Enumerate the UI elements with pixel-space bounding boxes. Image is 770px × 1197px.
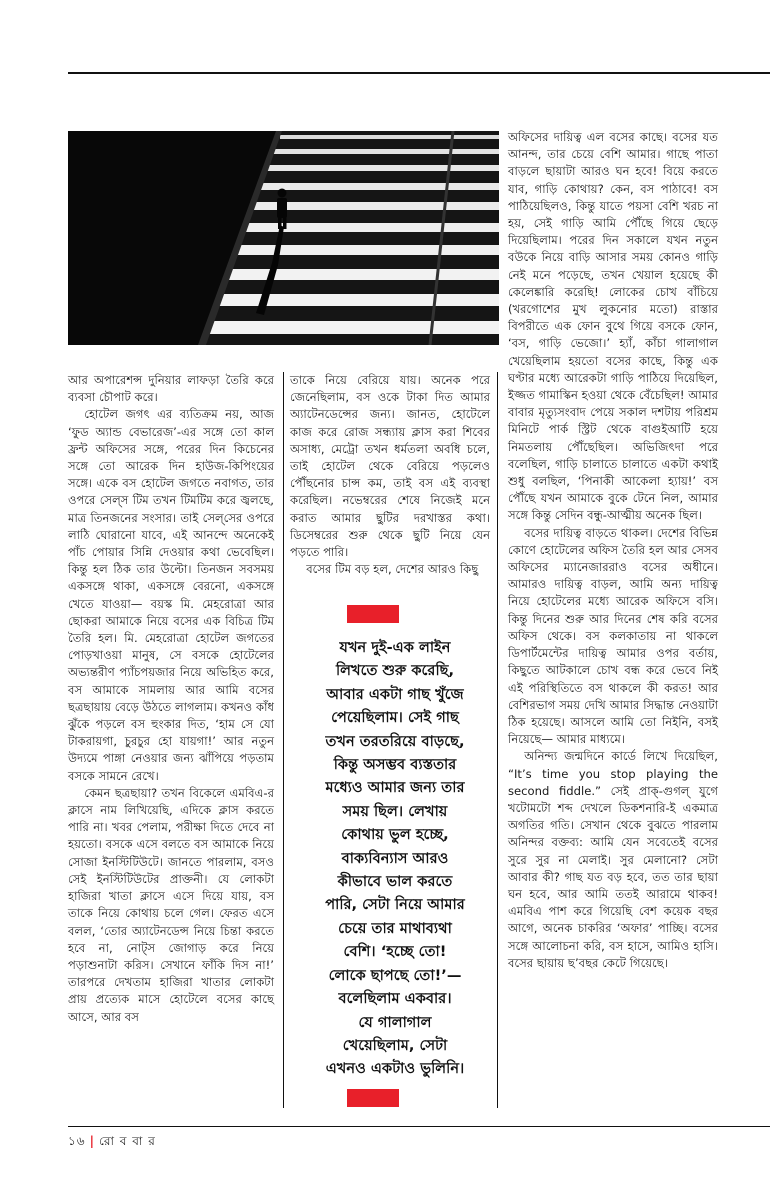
column-right <box>508 129 718 972</box>
pullquote-line: পারি, সেটা নিয়ে আমার <box>325 896 465 914</box>
pullquote-line: পেয়েছিলাম। সেই গাছ <box>331 709 459 727</box>
page-footer <box>68 1133 156 1153</box>
paragraph: অনিন্দ্য জন্মদিনে কার্ডে লিখে দিয়েছিল, “It’s time you stop playing the second fiddle.” সেই প্রাক্‌-গুগল্‌ যুগে খটোমটো শব্দ দেখলে ডিকশনারি-ই একমাত্র অগতির গতি। সেখান থেকে বুঝতে পারলাম অনিন্দর বক্তব্য: আমি যেন সবেতেই বসের সুরে সুর না মেলাই। সুর মেলানো? সেটা আবার কী? গাছ যত বড় হবে, তত তার ছায়া ঘন হবে, আর আমি ততই আরামে থাকব! এমবিএ পাশ করে গিয়েছি বেশ কয়েক বছর আগে, অনেক চাকরির ‘অফার’ পাচ্ছি। বসের সঙ্গে আলোচনা করি, বস হাসে, আমিও হাসি। বসের ছায়ায় ছ’বছর কেটে গিয়েছে। <box>508 749 718 970</box>
column-divider <box>497 372 498 1108</box>
pullquote-line: খেয়েছিলাম, সেটা <box>342 1036 448 1054</box>
pullquote-top-bar <box>347 605 399 623</box>
staircase-photo <box>68 131 499 345</box>
pullquote-line: মধ্যেও আমার জন্য তার <box>325 779 465 797</box>
pullquote-line: লিখতে শুরু করেছি, <box>335 662 455 680</box>
paragraph: বসের টিম বড় হল, দেশের আরও কিছু <box>306 562 479 577</box>
paragraph: আর অপারেশন্স দুনিয়ার লাফড়া তৈরি করে ব্যবসা চৌপাট করে। <box>68 373 274 405</box>
footer-separator: | <box>89 1134 95 1148</box>
article-photo <box>68 131 499 345</box>
pullquote <box>300 636 490 1081</box>
pullquote-line: সময় ছিল। লেখায় <box>342 802 448 820</box>
pullquote-line: কীভাবে ভাল করতে <box>337 873 453 891</box>
column-divider <box>283 372 284 1108</box>
paragraph: অফিসের দায়িত্ব এল বসের কাছে। বসের যত আনন্দ, তার চেয়ে বেশি আমার। গাছে পাতা বাড়লে ছায়াটা আরও ঘন হবে! বিয়ে করতে যাব, গাড়ি কোথায়? কেন, বস পাঠাবে! বস পাঠিয়েছিলও, কিন্তু যাতে পয়সা বেশি খরচ না হয়, সেই গাড়ি আমি পৌঁছে গিয়ে ছেড়ে দিয়েছিলাম। পরের দিন সকালে যখন নতুন বউকে নিয়ে বাড়ি আসার সময় কোনও গাড়ি নেই মনে পড়েছে, তখন খেয়াল হয়েছে কী কেলেঙ্কারি করেছি! লোকের চোখ বাঁচিয়ে (খরগোশের মুখ লুকনোর মতো) রাস্তার বিপরীতে এক ফোন বুথে গিয়ে বসকে ফোন, ‘বস, গাড়ি ভেজো।’ হ্যাঁ, কাঁচা গালাগাল খেয়েছিলাম হয়তো বসের কাছে, কিন্তু এক ঘণ্টার মধ্যে আরেকটা গাড়ি পাঠিয়ে দিয়েছিল, ইজ্জত গামাস্কিন হওয়া থেকে বেঁচেছিল! আমার বাবার মৃত্যুসংবাদ পেয়ে সকাল দশটায় পরিশ্রম মিনিটে পার্ক স্ট্রিট থেকে বাগুইআটি হয়ে নিমতলায় পৌঁছেছিল। অভিজিৎদা পরে বলেছিল, গাড়ি চালাতে চালাতে একটা কথাই শুধু বলছিল, ‘পিনাকী আকেলা হ্যায়!’ বস পৌঁছে যখন আমাকে বুকে টেনে নিল, আমার সঙ্গে কিন্তু সেদিন বন্ধু-আত্মীয় অনেক ছিল। <box>508 130 718 523</box>
pullquote-line: কোথায় ভুল হচ্ছে, <box>341 826 449 844</box>
paragraph: তাকে নিয়ে বেরিয়ে যায়। অনেক পরে জেনেছিলাম, বস ওকে টাকা দিত আমার অ্যাটেনডেন্সের জন্য। জানত, হোটেলে কাজ করে রোজ সন্ধ্যায় ক্লাস করা শিবের অসাধ্য, মেট্রো তখন ধর্মতলা অবধি চলে, তাই হোটেল থেকে বেরিয়ে পড়লেও পৌঁছনোর চান্স কম, তাই বস এই ব্যবস্থা করেছিল। নভেম্বরের শেষে নিজেই মনে করাত আমার ছুটির দরখাস্তর কথা। ডিসেম্বরের শুরু থেকে ছুটি নিয়ে যেন পড়তে পারি। <box>290 373 490 560</box>
pullquote-line: যখন দুই-এক লাইন <box>339 639 451 656</box>
top-rule <box>68 72 770 74</box>
paragraph: কেমন ছত্রছায়া? তখন বিকেলে এমবিএ-র ক্লাসে নাম লিখিয়েছি, এদিকে ক্লাস করতে পারি না। খবর পেলাম, পরীক্ষা দিতে দেবে না হয়তো। বসকে এসে বলতে বস আমাকে নিয়ে সোজা ইনস্টিটিউটে। জানতে পারলাম, বসও সেই ইনস্টিটিউটের প্রাক্তনী। যে লোকটা হাজিরা খাতা ক্লাসে এসে দিয়ে যায়, বস তাকে নিয়ে কোথায় চলে গেল। ফেরত এসে বলল, ‘তোর অ্যাটেনডেন্স নিয়ে চিন্তা করতে হবে না, নোট্‌স জোগাড় করে নিয়ে পড়াশুনাটা করিস। সেখানে ফাঁকি দিস না!’ তারপরে দেখতাম হাজিরা খাতার লোকটা প্রায় প্রত্যেক মাসে হোটেলে বসের কাছে আসে, আর বস <box>68 785 274 1024</box>
pullquote-line: আবার একটা গাছ খুঁজে <box>326 685 464 703</box>
pullquote-line: তখন তরতরিয়ে বাড়ছে, <box>325 732 465 750</box>
magazine-name: রো ব বা র <box>98 1134 156 1148</box>
page-number: ১৬ <box>68 1134 86 1148</box>
pullquote-bottom-bar <box>347 1089 399 1107</box>
pullquote-line: বলেছিলাম একবার। <box>338 990 452 1008</box>
paragraph: হোটেল জগৎ এর ব্যতিক্রম নয়, আজ ‘ফুড অ্যান্ড বেভারেজ’-এর সঙ্গে তো কাল ফ্রন্ট অফিসের সঙ্গে, পরের দিন কিচেনের সঙ্গে তো আরেক দিন হাউজ-কিপিংয়ের সঙ্গে। একে বস হোটেল জগতে নবাগত, তার ওপরে সেল্‌স টিম তখন টিমটিম করে জ্বলছে, মাত্র তিনজনের সংসার। তাই সেল্‌সের ওপরে লাঠি ঘোরানো যাবে, এই আনন্দে অনেকেই পাঁচ পোয়ার সিন্নি দেওয়ার কথা ভেবেছিল। কিন্তু হল ঠিক তার উল্টো। তিনজন সবসময় একসঙ্গে থাকা, একসঙ্গে বেরনো, একসঙ্গে খেতে যাওয়া— বয়স্ক মি. মেহরোত্রা আর ছোকরা আমাকে নিয়ে বসের এক বিচিত্র টিম তৈরি হল। মি. মেহরোত্রা হোটেল জগতের পোড়খাওয়া মানুষ, সে বসকে হোটেলের অভ্যন্তরীণ প্যাঁচপয়জার নিয়ে অভিহিত করে, বস আমাকে সামলায় আর আমি বসের ছত্রছায়ায় বেড়ে উঠতে লাগলাম। কখনও কাঁধ ঝুঁকে পড়লে বস হুংকার দিত, ‘হাম সে যো টাকরায়গা, চুরচুর হো যায়গা!’ আর নতুন উদ্যমে পাঙ্গা নেওয়ার জন্য ঝাঁপিয়ে পড়তাম বসকে সামনে রেখে। <box>68 407 274 783</box>
column-left <box>68 372 274 1026</box>
pullquote-line: বেশি। ‘হচ্ছে তো! <box>343 943 447 961</box>
pullquote-line: বাক্যবিন্যাস আরও <box>341 849 449 867</box>
column-middle <box>290 372 490 578</box>
paragraph: বসের দায়িত্ব বাড়তে থাকল। দেশের বিভিন্ন কোণে হোটেলের অফিস তৈরি হল আর সেসব অফিসের ম্যানেজাররাও বসের অধীনে। আমারও দায়িত্ব বাড়ল, আমি অন্য দায়িত্ব নিয়ে হোটেলের মধ্যে আরেক অফিসে বসি। কিন্তু দিনের শুরু আর দিনের শেষ করি বসের অফিস থেকে। বস কলকাতায় না থাকলে ডিপার্টমেন্টের দায়িত্ব আমার ওপর বর্তায়, কিছুতে আটকালে চোখ বন্ধ করে ভেবে নিই এই পরিস্থিতিতে বস থাকলে কী করত! আর বেশিরভাগ সময় দেখি আমার সিদ্ধান্ত নেওয়াটা ঠিক হয়েছে। আসলে আমি তো নিইনি, বসই নিয়েছে— আমার মাধ্যমে। <box>508 525 718 747</box>
pullquote-line: চেয়ে তার মাথাব্যথা <box>338 919 452 937</box>
pullquote-line: লোকে ছাপছে তো!’— <box>328 966 462 984</box>
bottom-rule <box>68 1126 770 1127</box>
pullquote-line: এখনও একটাও ভুলিনি। <box>325 1060 465 1078</box>
pullquote-line: কিন্তু অসম্ভব ব্যস্ততার <box>333 756 457 774</box>
pullquote-line: যে গালাগাল <box>358 1013 432 1031</box>
